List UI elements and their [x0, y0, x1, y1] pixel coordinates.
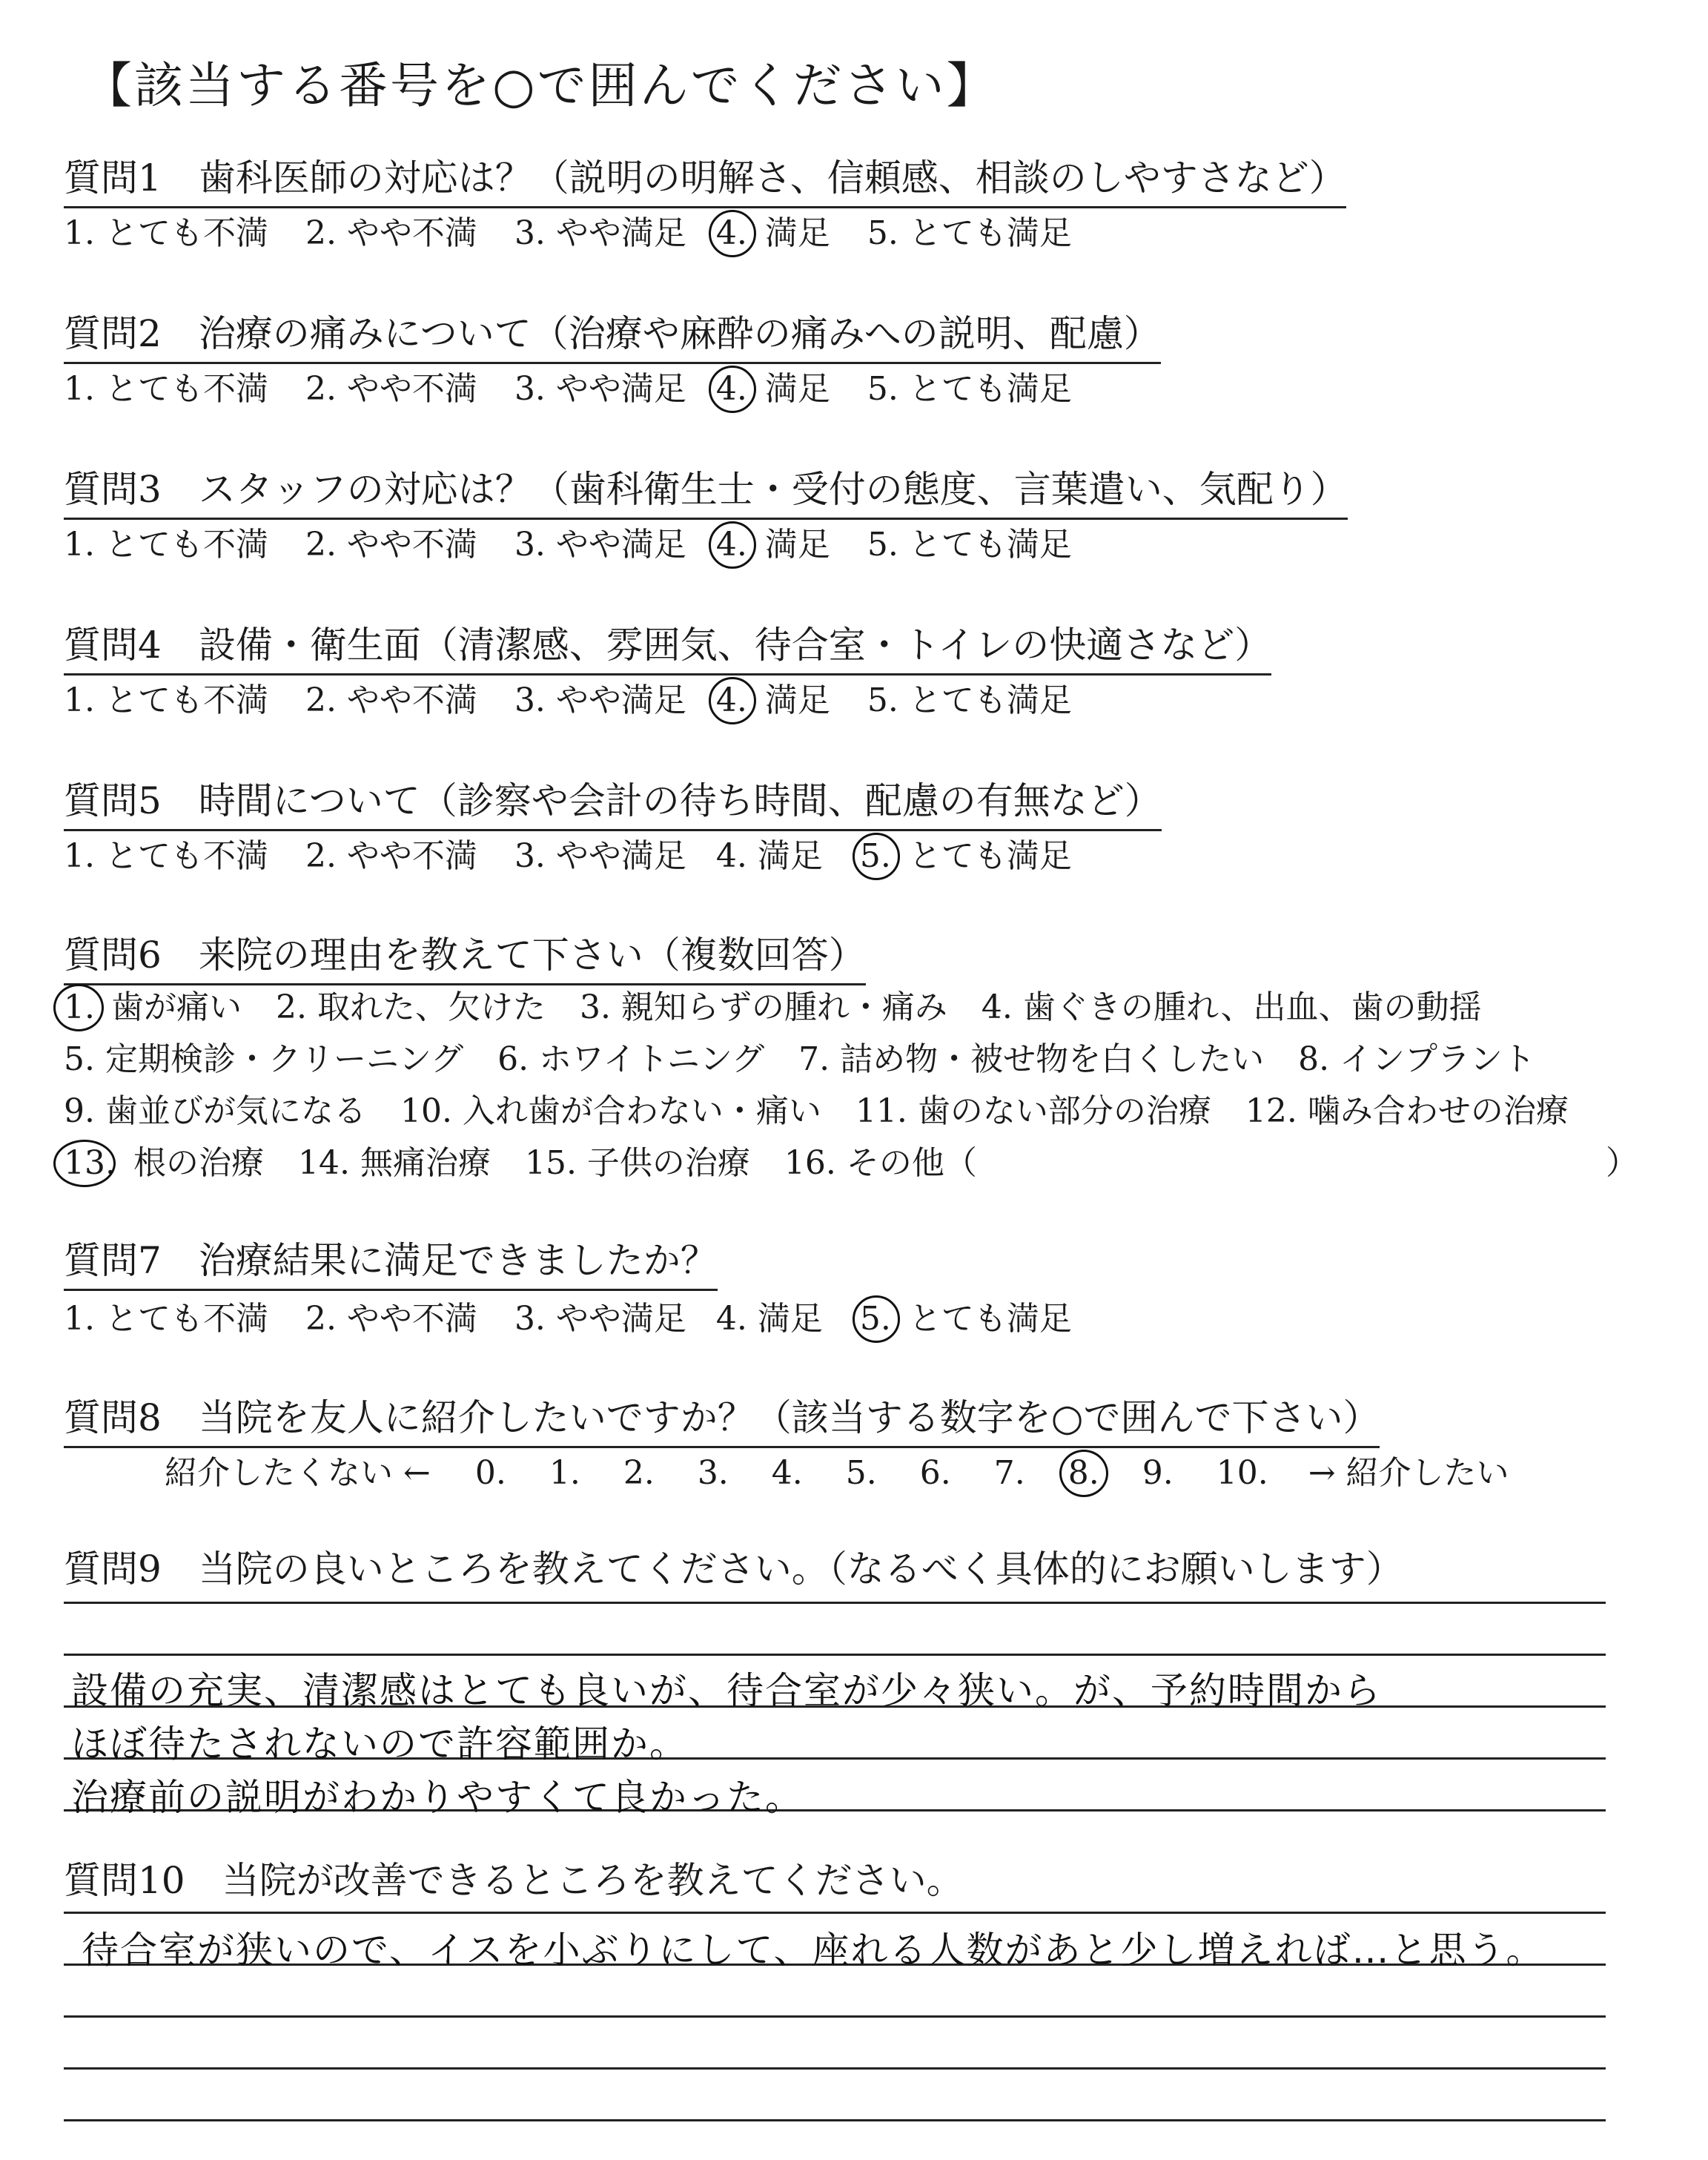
option-4-label: 満足: [764, 214, 830, 252]
question-9-answer-line-3: 治療前の説明がわかりやすくて良かった。: [71, 1776, 804, 1819]
option-15[interactable]: 15. 子供の治療: [524, 1144, 750, 1182]
option-4[interactable]: 4. 歯ぐきの腫れ、出血、歯の動揺: [981, 988, 1482, 1026]
question-1: [64, 148, 1346, 208]
option-3[interactable]: 3. やや満足: [514, 837, 686, 875]
option-5-label: とても満足: [908, 1300, 1072, 1338]
option-1[interactable]: 1. とても不満: [64, 837, 268, 875]
option-5-selected[interactable]: [860, 1300, 891, 1338]
option-1-number: 1.: [64, 988, 95, 1026]
option-4-number: 4.: [715, 681, 747, 719]
question-2-text: 治療の痛みについて（治療や麻酔の痛みへの説明、配慮）: [198, 312, 1161, 355]
question-5-label: 質問5: [64, 779, 162, 822]
question-1-options: [64, 206, 1072, 254]
option-1[interactable]: 1. とても不満: [64, 526, 268, 564]
option-4-label: 満足: [764, 370, 830, 408]
option-3[interactable]: 3. やや満足: [514, 214, 686, 252]
question-3-label: 質問3: [64, 468, 162, 511]
answer-line: [64, 2119, 1606, 2121]
question-8-label: 質問8: [64, 1396, 162, 1439]
question-4-text: 設備・衛生面（清潔感、雰囲気、待合室・トイレの快適さなど）: [198, 624, 1272, 667]
option-5-label: とても満足: [908, 681, 1072, 719]
option-11[interactable]: 11. 歯のない部分の治療: [855, 1092, 1211, 1130]
option-3[interactable]: 3. やや満足: [514, 370, 686, 408]
question-7-heading: [64, 1231, 718, 1291]
option-5[interactable]: [867, 362, 1072, 409]
option-16[interactable]: 16. その他（: [784, 1144, 977, 1182]
option-4-selected[interactable]: [716, 370, 747, 408]
option-1[interactable]: 1. とても不満: [64, 370, 268, 408]
option-4-number: 4.: [715, 370, 747, 408]
question-1-text: 歯科医師の対応は？（説明の明解さ、信頼感、相談のしやすさなど）: [198, 156, 1346, 199]
question-8-text: 当院を友人に紹介したいですか？（該当する数字を○で囲んで下さい）: [198, 1396, 1380, 1439]
question-6-row-2: [64, 1032, 1535, 1080]
question-4: [64, 615, 1271, 676]
question-3-heading: [64, 460, 1348, 520]
option-5-label: とても満足: [908, 526, 1072, 564]
option-3[interactable]: 3. やや満足: [514, 1300, 686, 1338]
option-2[interactable]: 2. やや不満: [305, 837, 477, 875]
option-3[interactable]: 3. 親知らずの腫れ・痛み: [579, 988, 947, 1026]
option-4-number: 4.: [715, 214, 747, 252]
option-5-number: 5.: [867, 214, 898, 252]
option-13-selected[interactable]: [64, 1144, 116, 1182]
question-4-label: 質問4: [64, 624, 162, 667]
option-8[interactable]: 8. インプラント: [1298, 1040, 1536, 1078]
option-5[interactable]: 5. 定期検診・クリーニング: [64, 1040, 464, 1078]
question-3-text: スタッフの対応は？（歯科衛生士・受付の態度、言葉遣い、気配り）: [198, 468, 1348, 511]
score-9[interactable]: 9.: [1142, 1454, 1174, 1492]
option-4-number: 4.: [715, 526, 747, 564]
question-9-answer-line-1: 設備の充実、清潔感はとても良いが、待合室が少々狭い。が、予約時間から: [71, 1669, 1382, 1712]
option-2[interactable]: 2. やや不満: [305, 214, 477, 252]
question-9-answer-line-2: ほぼ待たされないので許容範囲か。: [71, 1723, 688, 1766]
question-10-text: 当院が改善できるところを教えてください。: [222, 1859, 964, 1902]
option-5-label: とても満足: [908, 370, 1072, 408]
question-2-heading: [64, 304, 1161, 364]
option-13-label: 根の治療: [133, 1144, 264, 1182]
option-4-selected[interactable]: [716, 214, 747, 252]
option-4-number: 4.: [715, 1300, 747, 1338]
question-2: [64, 304, 1161, 364]
option-5-number: 5.: [867, 526, 898, 564]
question-5: [64, 771, 1162, 831]
question-10-answer-line-1: 待合室が狭いので、イスを小ぶりにして、座れる人数があと少し増えれば…と思う。: [82, 1929, 1545, 1972]
option-5[interactable]: [867, 206, 1072, 254]
scale-left-label: 紹介したくない ←: [165, 1454, 431, 1492]
score-5[interactable]: 5.: [845, 1454, 877, 1492]
score-6[interactable]: 6.: [919, 1454, 951, 1492]
option-1-selected[interactable]: [64, 988, 95, 1026]
question-6-label: 質問6: [64, 934, 162, 977]
score-3[interactable]: 3.: [697, 1454, 729, 1492]
option-6[interactable]: 6. ホワイトニング: [497, 1040, 765, 1078]
option-5-number: 5.: [859, 837, 891, 875]
score-7[interactable]: 7.: [993, 1454, 1025, 1492]
question-4-heading: [64, 615, 1271, 676]
option-1-label: 歯が痛い: [110, 988, 242, 1026]
option-4-label: 満足: [764, 681, 830, 719]
question-2-options: [64, 362, 1072, 409]
option-4-number: 4.: [715, 837, 747, 875]
option-4-selected[interactable]: [716, 526, 747, 564]
option-14[interactable]: 14. 無痛治療: [297, 1144, 491, 1182]
question-6: [64, 925, 866, 985]
option-2[interactable]: 2. やや不満: [305, 526, 477, 564]
question-8-heading: [64, 1388, 1380, 1448]
question-10-label: 質問10: [64, 1859, 185, 1902]
option-4[interactable]: [716, 1292, 823, 1339]
question-8-scale: [165, 1446, 1509, 1493]
score-2[interactable]: 2.: [623, 1454, 655, 1492]
question-1-label: 質問1: [64, 156, 162, 199]
option-3[interactable]: 3. やや満足: [514, 681, 686, 719]
option-16-close: ）: [1606, 1144, 1638, 1182]
option-5-selected[interactable]: [860, 837, 891, 875]
question-7: [64, 1231, 718, 1291]
score-4[interactable]: 4.: [771, 1454, 803, 1492]
question-5-text: 時間について（診察や会計の待ち時間、配慮の有無など）: [198, 779, 1162, 822]
option-5-number: 5.: [867, 681, 898, 719]
option-2[interactable]: 2. やや不満: [305, 370, 477, 408]
question-9-text: 当院の良いところを教えてください。（なるべく具体的にお願いします）: [198, 1548, 1403, 1591]
scale-right-label: → 紹介したい: [1308, 1454, 1509, 1492]
answer-line: [64, 1912, 1606, 1914]
question-7-label: 質問7: [64, 1239, 162, 1282]
question-6-row-1: [64, 980, 1482, 1028]
question-2-label: 質問2: [64, 312, 162, 355]
option-2[interactable]: 2. 取れた、欠けた: [275, 988, 546, 1026]
option-4-label: 満足: [757, 1300, 823, 1338]
question-6-heading: [64, 925, 866, 985]
option-7[interactable]: 7. 詰め物・被せ物を白くしたい: [798, 1040, 1265, 1078]
option-4-label: 満足: [757, 837, 823, 875]
option-4-label: 満足: [764, 526, 830, 564]
score-1[interactable]: 1.: [549, 1454, 580, 1492]
option-5[interactable]: [867, 673, 1072, 721]
score-0[interactable]: 0.: [474, 1454, 506, 1492]
question-6-text: 来院の理由を教えて下さい（複数回答）: [198, 934, 866, 977]
question-3-options: [64, 518, 1072, 565]
option-9[interactable]: 9. 歯並びが気になる: [64, 1092, 366, 1130]
option-1[interactable]: 1. とても不満: [64, 681, 268, 719]
option-2[interactable]: 2. やや不満: [305, 681, 477, 719]
option-3[interactable]: 3. やや満足: [514, 526, 686, 564]
option-12[interactable]: 12. 噛み合わせの治療: [1245, 1092, 1569, 1130]
question-4-options: [64, 673, 1072, 721]
question-9-label: 質問9: [64, 1548, 162, 1591]
option-4-selected[interactable]: [716, 681, 747, 719]
question-9-heading: [64, 1539, 1403, 1593]
option-5-label: とても満足: [908, 837, 1072, 875]
option-2[interactable]: 2. やや不満: [305, 1300, 477, 1338]
question-6-row-4: [64, 1136, 977, 1183]
option-1[interactable]: 1. とても不満: [64, 214, 268, 252]
option-5-number: 5.: [859, 1300, 891, 1338]
option-5-label: とても満足: [908, 214, 1072, 252]
question-7-text: 治療結果に満足できましたか？: [198, 1239, 718, 1282]
question-10-heading: [64, 1851, 964, 1904]
answer-line: [64, 2067, 1606, 2070]
question-8: [64, 1388, 1380, 1448]
option-5[interactable]: [867, 518, 1072, 565]
question-3: [64, 460, 1348, 520]
answer-line: [64, 2015, 1606, 2018]
option-13-number: 13.: [64, 1144, 116, 1182]
answer-line: [64, 1602, 1606, 1604]
question-7-options: [64, 1292, 1072, 1339]
option-4[interactable]: [716, 829, 823, 876]
question-5-heading: [64, 771, 1162, 831]
score-10[interactable]: 10.: [1216, 1454, 1268, 1492]
option-1[interactable]: 1. とても不満: [64, 1300, 268, 1338]
score-8-selected[interactable]: [1068, 1454, 1099, 1492]
page-title: 【該当する番号を○で囲んでください】: [83, 57, 998, 114]
question-5-options: [64, 829, 1072, 876]
score-8-number: 8.: [1068, 1454, 1099, 1492]
option-5-number: 5.: [867, 370, 898, 408]
option-10[interactable]: 10. 入れ歯が合わない・痛い: [400, 1092, 821, 1130]
question-1-heading: [64, 148, 1346, 208]
question-6-row-3: [64, 1084, 1569, 1132]
answer-line: [64, 1654, 1606, 1656]
